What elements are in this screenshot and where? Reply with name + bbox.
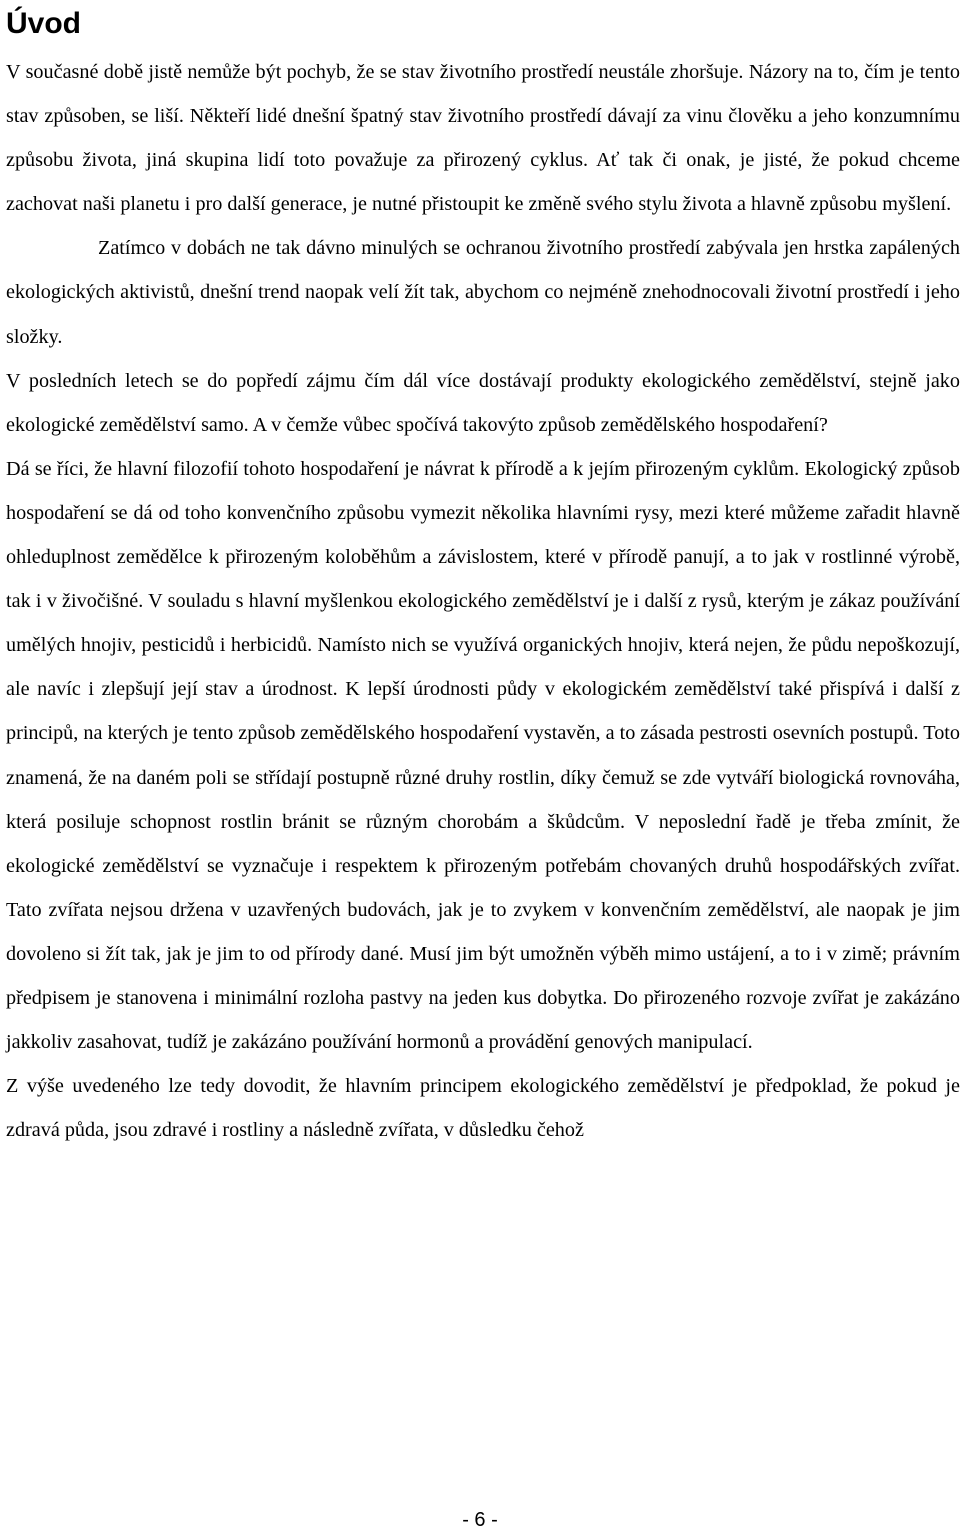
paragraph-environment-protection: Zatímco v dobách ne tak dávno minulých se ochranou životního prostředí zabývala jen hrstka zapálených ekologických aktivistů, dnešní trend naopak velí žít tak, abychom co nejméně znehodnocovali životní prostředí i jeho složky. (6, 237, 960, 348)
document-page (6, 0, 960, 1152)
paragraph-eco-products: V posledních letech se do popředí zájmu čím dál více dostávají produkty ekologického zemědělství, stejně jako ekologické zemědělství samo. A v čemže vůbec spočívá takovýto způsob zemědělského hospodaření? (6, 369, 960, 436)
body-text (6, 50, 960, 1152)
paragraph-conclusion: Z výše uvedeného lze tedy dovodit, že hlavním principem ekologického zemědělství je předpoklad, že pokud je zdravá půda, jsou zdravé i rostliny a následně zvířata, v důsledku čehož (6, 1075, 960, 1142)
section-heading: Úvod (6, 7, 81, 40)
paragraph-intro: V současné době jistě nemůže být pochyb, že se stav životního prostředí neustále zhoršuje. Názory na to, čím je tento stav způsoben, se liší. Někteří lidé dnešní špatný stav životního prostředí dávají za vinu člověku a jeho konzumnímu způsobu života, jiná skupina lidí toto považuje za přirozený cyklus. Ať tak či onak, je jisté, že pokud chceme zachovat naši planetu i pro další generace, je nutné přistoupit ke změně svého stylu života a hlavně způsobu myšlení. (6, 61, 960, 216)
page-number: - 6 - (462, 1509, 498, 1531)
paragraph-eco-philosophy: Dá se říci, že hlavní filozofií tohoto hospodaření je návrat k přírodě a k jejím přirozeným cyklům. Ekologický způsob hospodaření se dá od toho konvenčního způsobu vymezit několika hlavními rysy, mezi které můžeme zařadit hlavně ohleduplnost zemědělce k přirozeným koloběhům a závislostem, které v přírodě panují, a to jak v rostlinné výrobě, tak i v živočišné. V souladu s hlavní myšlenkou ekologického zemědělství je i další z rysů, kterým je zákaz používání umělých hnojiv, pesticidů i herbicidů. Namísto nich se využívá organických hnojiv, která nejen, že půdu nepoškozují, ale navíc i zlepšují její stav a úrodnost. K lepší úrodnosti půdy v ekologickém zemědělství také přispívá i další z principů, na kterých je tento způsob zemědělského hospodaření vystavěn, a to zásada pestrosti osevních postupů. Toto znamená, že na daném poli se střídají postupně různé druhy rostlin, díky čemuž se zde vytváří biologická rovnováha, která posiluje schopnost rostlin bránit se různým chorobám a škůdcům. V neposlední řadě je třeba zmínit, že ekologické zemědělství se vyznačuje i respektem k přirozeným potřebám chovaných druhů hospodářských zvířat. Tato zvířata nejsou držena v uzavřených budovách, jak je to zvykem v konvenčním zemědělství, ale naopak je jim dovoleno si žít tak, jak je jim to od přírody dané. Musí jim být umožněn výběh mimo ustájení, a to i v zimě; právním předpisem je stanovena i minimální rozloha pastvy na jeden kus dobytka. Do přirozeného rozvoje zvířat je zakázáno jakkoliv zasahovat, tudíž je zakázáno používání hormonů a provádění genových manipulací. (6, 457, 960, 1054)
